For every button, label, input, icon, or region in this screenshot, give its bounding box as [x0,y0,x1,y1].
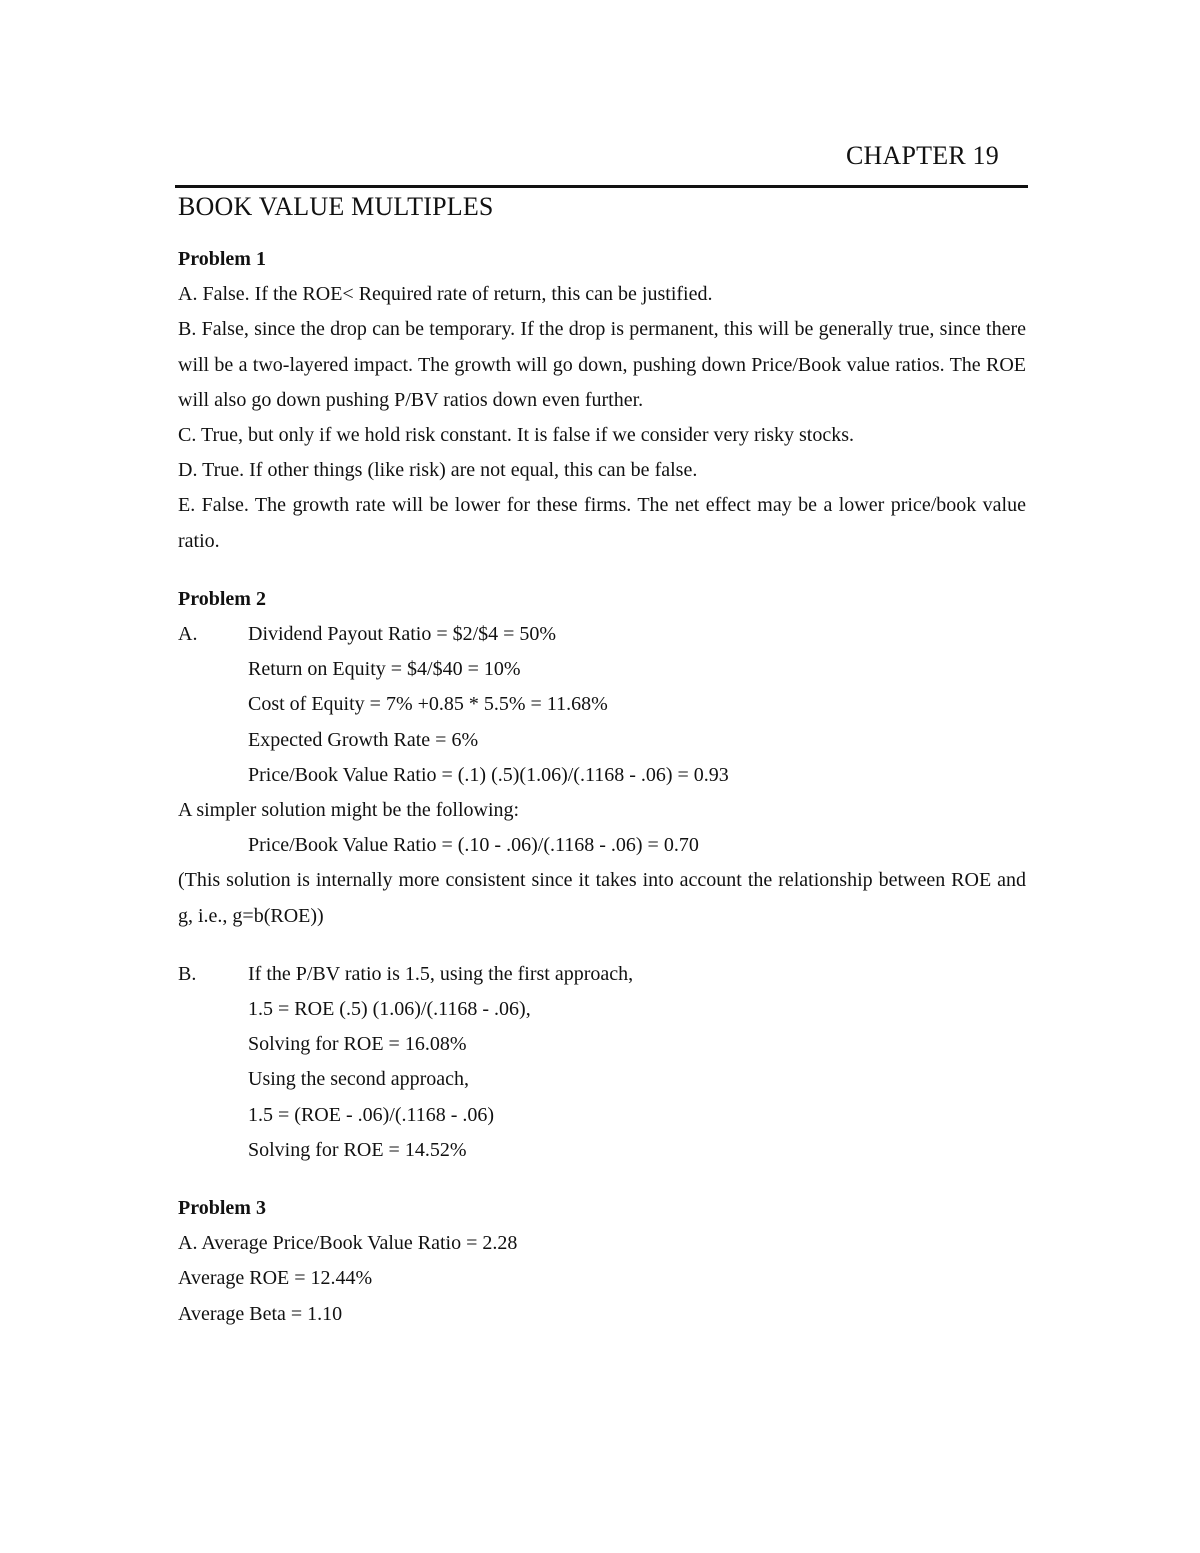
problem-2-heading: Problem 2 [178,587,266,610]
spacer [178,1168,1026,1191]
problem-1-answer-b: B. False, since the drop can be temporary. If the drop is permanent, this will be generally true, since there will be a two-layered impact. The growth will go down, pushing down Price/Book value ratios. The ROE will also go down pushing P/BV ratios down even further. [178,318,1026,411]
simpler-solution-formula: Price/Book Value Ratio = (.10 - .06)/(.1168 - .06) = 0.70 [248,834,699,857]
problem-2-part-a-label: A. [178,623,198,646]
problem-1-answer-e: E. False. The growth rate will be lower for these firms. The net effect may be a lower price/book value ratio. [178,494,1026,552]
document-body [178,242,1026,1332]
problem-2-part-a-first-line [178,617,1026,652]
calc-line: Solving for ROE = 16.08% [248,1033,467,1056]
spacer [178,559,1026,582]
problem-1-answer-a: A. False. If the ROE< Required rate of return, this can be justified. [178,283,713,306]
problem-3-line: Average ROE = 12.44% [178,1267,373,1290]
problem-3-line: A. Average Price/Book Value Ratio = 2.28 [178,1232,518,1255]
spacer [178,934,1026,957]
calc-line: Return on Equity = $4/$40 = 10% [248,658,521,681]
problem-1-heading: Problem 1 [178,248,266,270]
calc-line: 1.5 = (ROE - .06)/(.1168 - .06) [248,1103,495,1126]
calc-line: Cost of Equity = 7% +0.85 * 5.5% = 11.68% [248,693,608,716]
problem-1-answer-d: D. True. If other things (like risk) are not equal, this can be false. [178,459,698,482]
simpler-solution-intro: A simpler solution might be the following: [178,799,520,822]
calc-line: If the P/BV ratio is 1.5, using the first approach, [248,962,634,985]
problem-3-line: Average Beta = 1.10 [178,1302,343,1325]
problem-2-part-b-label: B. [178,962,197,985]
calc-line: Solving for ROE = 14.52% [248,1138,467,1161]
consistency-note: (This solution is internally more consistent since it takes into account the relationship between ROE and g, i.e., g=b(ROE)) [178,869,1026,927]
calc-line: Using the second approach, [248,1068,470,1091]
problem-3-heading: Problem 3 [178,1197,266,1220]
calc-line: Expected Growth Rate = 6% [248,728,479,751]
header-rule [175,185,1028,188]
calc-line: Price/Book Value Ratio = (.1) (.5)(1.06)/(.1168 - .06) = 0.93 [248,763,729,786]
calc-line: 1.5 = ROE (.5) (1.06)/(.1168 - .06), [248,998,531,1021]
section-title: BOOK VALUE MULTIPLES [178,192,494,221]
problem-1-answer-c: C. True, but only if we hold risk constant. It is false if we consider very risky stocks. [178,424,855,447]
chapter-label: CHAPTER 19 [846,141,999,170]
problem-2-part-b-first-line [178,957,1026,992]
calc-line: Dividend Payout Ratio = $2/$4 = 50% [248,623,557,646]
